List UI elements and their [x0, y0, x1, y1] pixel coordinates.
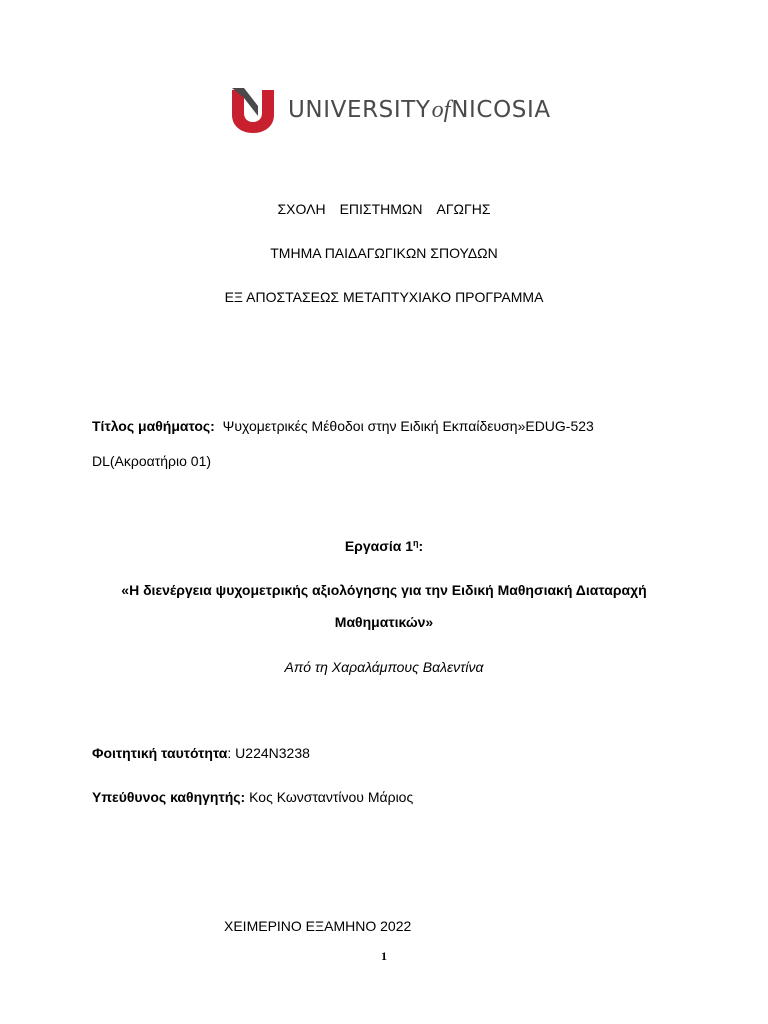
university-logo [231, 86, 551, 134]
professor-value: Κος Κωνσταντίνου Μάριος [245, 789, 414, 805]
department-name: ΤΜΗΜΑ ΠΑΙΔΑΓΩΓΙΚΩΝ ΣΠΟΥΔΩΝ [270, 245, 498, 261]
course-title-label: Τίτλος μαθήματος: [92, 418, 215, 434]
student-id-line [92, 745, 310, 761]
school-name: ΣΧΟΛΗ ΕΠΙΣΤΗΜΩΝ ΑΓΩΓΗΣ [277, 201, 491, 217]
course-title-line [92, 418, 594, 434]
professor-label: Υπεύθυνος καθηγητής: [92, 789, 246, 805]
program-name: ΕΞ ΑΠΟΣΤΑΣΕΩΣ ΜΕΤΑΠΤΥΧΙΑΚΟ ΠΡΟΓΡΑΜΜΑ [224, 289, 544, 305]
assignment-title-line-2: Μαθηματικών» [334, 614, 434, 630]
logo-word-university: UNIVERSITY [288, 97, 431, 123]
assignment-heading: Εργασία $1^\eta$: [344, 538, 424, 554]
university-name [288, 97, 551, 123]
course-title-line-2: DL(Ακροατήριο 01) [92, 453, 212, 469]
course-title-value: Ψυχομετρικές Μέθοδοι στην Ειδική Εκπαίδευση»EDUG-523 [222, 418, 594, 434]
page-number: 1 [381, 949, 387, 963]
assignment-title-line-1: «Η διενέργεια ψυχομετρικής αξιολόγησης για την Ειδική Μαθησιακή Διαταραχή [121, 582, 647, 598]
logo-word-of: of [431, 97, 451, 123]
logo-word-nicosia: NICOSIA [451, 97, 551, 123]
university-shield-icon [231, 86, 275, 134]
assignment-author: Από τη Χαραλάμπους Βαλεντίνα [284, 659, 484, 675]
student-id-label: Φοιτητική ταυτότητα [92, 745, 228, 761]
semester-label: ΧΕΙΜΕΡΙΝΟ ΕΞΑΜΗΝΟ 2022 [224, 918, 412, 934]
professor-line [92, 789, 413, 805]
student-id-value: : U224N3238 [227, 745, 310, 761]
